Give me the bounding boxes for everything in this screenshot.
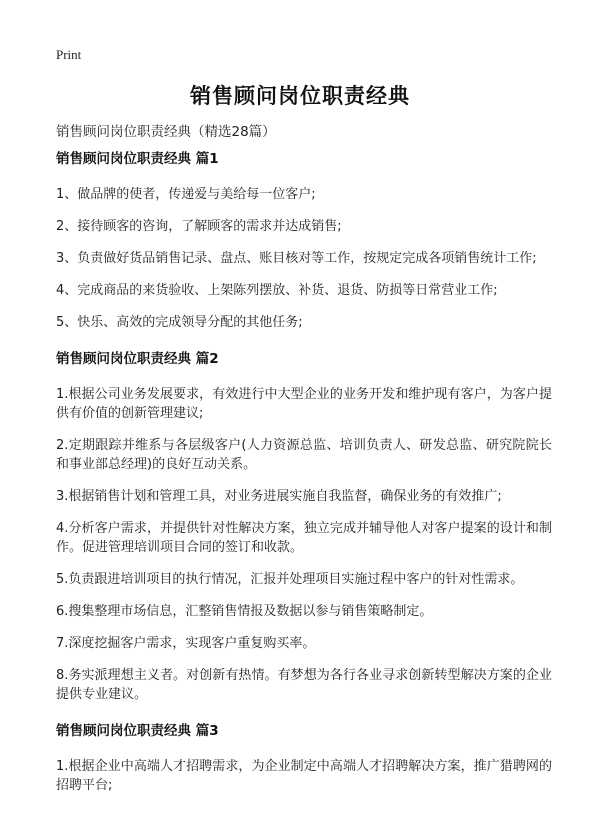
section-heading: 销售顾问岗位职责经典 篇3 bbox=[56, 723, 219, 739]
list-item: 7.深度挖掘客户需求，实现客户重复购买率。 bbox=[56, 636, 316, 651]
list-item: 1.根据公司业务发展要求，有效进行中大型企业的业务开发和维护现有客户，为客户提供有价值的创新管理建议; bbox=[56, 387, 552, 421]
section-heading: 销售顾问岗位职责经典 篇2 bbox=[56, 351, 219, 367]
list-item: 2、接待顾客的咨询，了解顾客的需求并达成销售; bbox=[56, 219, 342, 234]
list-item: 2.定期跟踪并维系与各层级客户(人力资源总监、培训负责人、研发总监、研究院院长和事业部总经理)的良好互动关系。 bbox=[56, 438, 552, 472]
list-item: 1.根据企业中高端人才招聘需求，为企业制定中高端人才招聘解决方案，推广猎聘网的招聘平台; bbox=[56, 759, 552, 793]
page-subtitle: 销售顾问岗位职责经典（精选28篇） bbox=[56, 124, 276, 140]
section-heading: 销售顾问岗位职责经典 篇1 bbox=[56, 151, 219, 167]
list-item: 4.分析客户需求，并提供针对性解决方案，独立完成并辅导他人对客户提案的设计和制作。促进管理培训项目合同的签订和收款。 bbox=[56, 521, 552, 555]
list-item: 3、负责做好货品销售记录、盘点、账目核对等工作，按规定完成各项销售统计工作; bbox=[56, 251, 537, 266]
list-item: 4、完成商品的来货验收、上架陈列摆放、补货、退货、防损等日常营业工作; bbox=[56, 283, 498, 298]
page-title: 销售顾问岗位职责经典 bbox=[190, 84, 410, 108]
list-item: 6.搜集整理市场信息，汇整销售情报及数据以参与销售策略制定。 bbox=[56, 604, 433, 619]
list-item: 5、快乐、高效的完成领导分配的其他任务; bbox=[56, 315, 303, 330]
list-item: 3.根据销售计划和管理工具，对业务进展实施自我监督，确保业务的有效推广; bbox=[56, 489, 502, 504]
list-item: 8.务实派理想主义者。对创新有热情。有梦想为各行各业寻求创新转型解决方案的企业提供专业建议。 bbox=[56, 668, 552, 702]
list-item: 5.负责跟进培训项目的执行情况，汇报并处理项目实施过程中客户的针对性需求。 bbox=[56, 572, 524, 587]
list-item: 1、做品牌的使者，传递爱与美给每一位客户; bbox=[56, 187, 316, 202]
print-label: Print bbox=[56, 47, 82, 62]
document-content bbox=[56, 150, 552, 808]
